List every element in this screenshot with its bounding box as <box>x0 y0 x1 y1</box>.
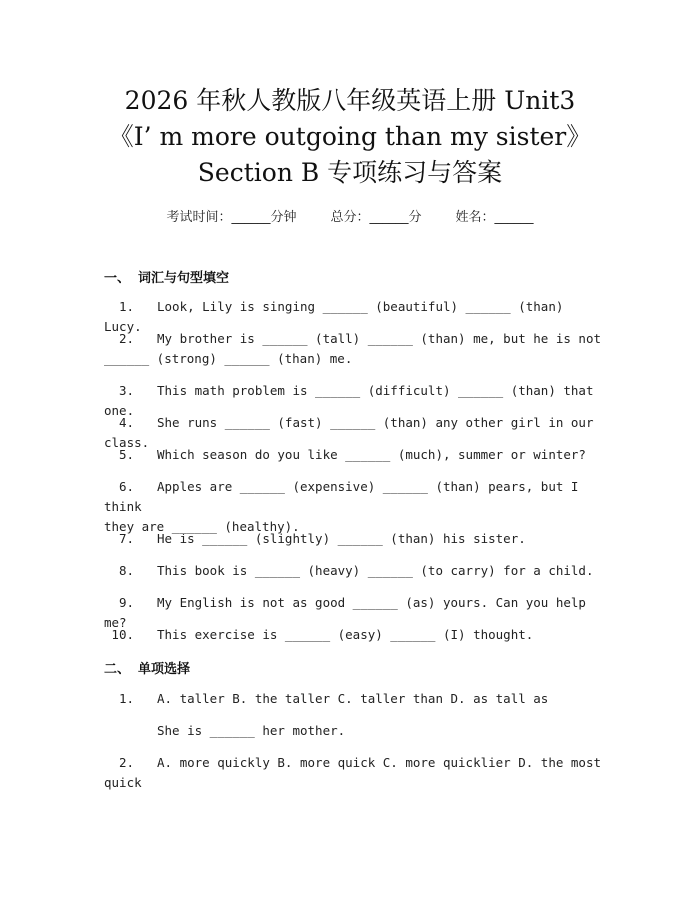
question-item: 8. This book is ______ (heavy) ______ (to carry) for a child. <box>118 563 594 578</box>
question-text: Which season do you like ______ (much), summer or winter? <box>157 447 586 462</box>
section-title: 词汇与句型填空 <box>138 271 230 286</box>
exam-meta <box>0 206 700 225</box>
exam-time: 考试时间：______分钟 <box>166 210 297 225</box>
question-item: 2. A. more quickly B. more quick C. more quicklier D. the most quick <box>104 753 604 793</box>
question-options: A. more quickly B. more quick C. more quicklier D. the most <box>157 755 602 770</box>
question-item: 4. She runs ______ (fast) ______ (than) any other girl in our class. <box>104 415 602 450</box>
question-text: This exercise is ______ (easy) ______ (I) thought. <box>157 627 534 642</box>
question-text: He is ______ (slightly) ______ (than) his sister. <box>157 531 526 546</box>
question-item: 1. Look, Lily is singing ______ (beautiful) ______ (than) Lucy. <box>104 299 571 334</box>
question-item: 7. He is ______ (slightly) ______ (than) his sister. <box>118 531 526 546</box>
question-item: 2. My brother is ______ (tall) ______ (than) me, but he is not ______ (strong) ______ (than) me. <box>104 329 604 369</box>
section-title: 单项选择 <box>138 662 191 677</box>
total-score: 总分：______分 <box>330 210 422 225</box>
student-name: 姓名：______ <box>455 210 534 225</box>
question-continuation: they are ______ (healthy). <box>104 519 300 534</box>
question-text: Look, Lily is singing ______ (beautiful) ______ (than) Lucy. <box>104 299 571 334</box>
question-item: 5. Which season do you like ______ (much), summer or winter? <box>118 447 586 462</box>
question-text: This book is ______ (heavy) ______ (to carry) for a child. <box>157 563 594 578</box>
question-item: 9. My English is not as good ______ (as) yours. Can you help me? <box>104 595 594 630</box>
question-continuation: ______ (strong) ______ (than) me. <box>104 351 353 366</box>
question-text: She runs ______ (fast) ______ (than) any other girl in our class. <box>104 415 602 450</box>
question-continuation: quick <box>104 775 142 790</box>
title-line-3: Section B 专项练习与答案 <box>197 158 503 187</box>
question-options: A. taller B. the taller C. taller than D. as tall as <box>157 691 549 706</box>
section-heading-2 <box>104 658 190 677</box>
question-item: 10. This exercise is ______ (easy) ______ (I) thought. <box>111 627 534 642</box>
question-text: My brother is ______ (tall) ______ (than) me, but he is not <box>157 331 602 346</box>
title-line-2: 《I’ m more outgoing than my sister》 <box>108 122 592 151</box>
question-item: 1. A. taller B. the taller C. taller than D. as tall as <box>118 691 549 706</box>
question-text: This math problem is ______ (difficult) ______ (than) that one. <box>104 383 602 418</box>
question-item: 3. This math problem is ______ (difficult) ______ (than) that one. <box>104 383 602 418</box>
section-number: 一、 <box>104 271 131 286</box>
question-stem: She is ______ her mother. <box>157 723 346 738</box>
section-number: 二、 <box>104 662 131 677</box>
question-text: Apples are ______ (expensive) ______ (than) pears, but I think <box>104 479 586 514</box>
title-line-1: 2026 年秋人教版八年级英语上册 Unit3 <box>124 86 576 115</box>
section-heading-1 <box>104 267 229 286</box>
question-text: My English is not as good ______ (as) yours. Can you help me? <box>104 595 594 630</box>
question-item: 6. Apples are ______ (expensive) ______ (than) pears, but I think they are ______ (healthy). <box>104 477 604 537</box>
